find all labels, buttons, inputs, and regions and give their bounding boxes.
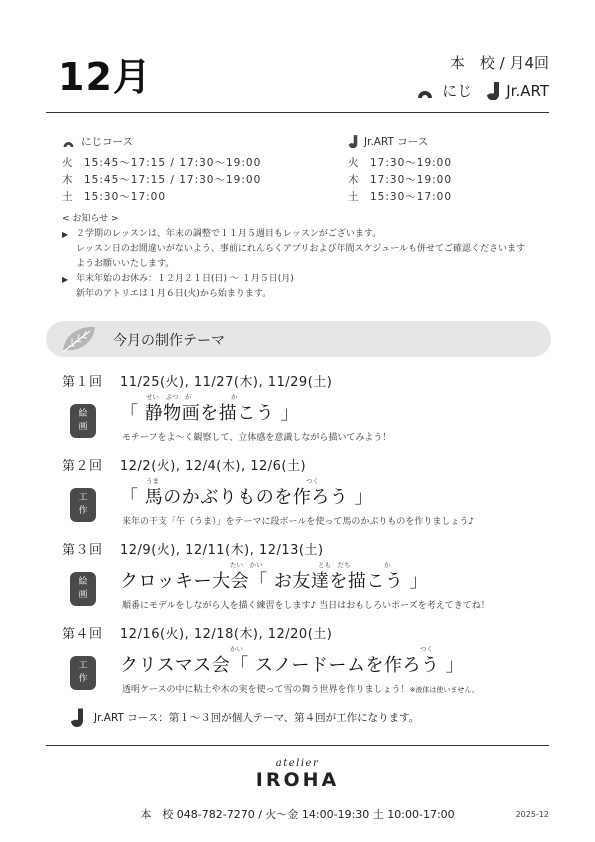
ruby: たい かい (230, 561, 263, 569)
niji-label: にじ (442, 82, 473, 100)
month-title: 12月 (58, 55, 152, 99)
schedule-row: 土 15:30〜17:00 (62, 191, 167, 203)
session-description: 順番にモデルをしながら人を描く練習をします♪ 当日はおもしろいポーズを考えてきてね！ (122, 601, 490, 611)
triangle-bullet-icon: ▶ (62, 230, 69, 239)
ruby: せい ぶつ が (146, 393, 192, 401)
drawing-badge: 絵 画 (70, 404, 96, 438)
schedule-row: 火 17:30〜19:00 (348, 157, 453, 169)
session-description: 透明ケースの中に粘土や木の実を使って雪の舞う世界を作りましょう！※液体は使いません。 (122, 685, 479, 695)
ruby: かい (230, 645, 243, 653)
triangle-bullet-icon: ▶ (62, 275, 69, 284)
ruby: か (384, 561, 391, 569)
j-icon (486, 82, 500, 100)
craft-badge: 工 作 (70, 656, 96, 690)
course-legend (416, 80, 549, 101)
rainbow-icon (62, 137, 75, 147)
theme-title: 今月の制作テーマ (113, 333, 225, 349)
session-dates: 第２回 12/2(火), 12/4(木), 12/6(土) (62, 459, 307, 474)
session-description: 来年の干支「午（うま）」をテーマに段ボールを使って馬のかぶりものを作りましょう♪ (122, 517, 475, 527)
rainbow-icon (416, 84, 434, 98)
ruby: つく (420, 645, 433, 653)
branch-info: 本 校 / 月4回 (449, 54, 549, 72)
schedule-row: 土 15:30〜17:00 (348, 191, 453, 203)
niji-schedule (62, 134, 261, 206)
notice-section (62, 212, 525, 302)
session-theme: 「 馬のかぶりものを作ろう 」 (120, 487, 373, 508)
issue-number: 2025-12 (515, 810, 549, 819)
jr-schedule (348, 134, 452, 206)
session-theme: クリスマス会「 スノードームを作ろう 」 (120, 655, 465, 676)
schedule-row: 木 17:30〜19:00 (348, 174, 453, 186)
footer-divider (46, 745, 549, 746)
niji-schedule-title: にじコース (62, 134, 261, 149)
jr-course-note: Jr.ART コース：第１〜３回が個人テーマ、第４回が工作になります。 (70, 708, 419, 727)
logo-iroha: IROHA (255, 769, 340, 791)
session-theme: 「 静物画を描こう 」 (120, 403, 299, 424)
header-divider (46, 112, 549, 113)
ruby: とも だち (318, 561, 351, 569)
notice-text: ２学期のレッスンは、年末の調整で１１月５週目もレッスンがございます。 (76, 229, 382, 239)
notice-text: ようお願いいたします。 (76, 259, 175, 269)
ruby: うま (146, 477, 159, 485)
notice-text: 年末年始のお休み：１２月２１日(日) 〜 １月５日(月) (76, 274, 294, 284)
jr-label: Jr.ART (506, 81, 549, 100)
leaf-icon (60, 324, 98, 354)
session-dates: 第３回 12/9(火), 12/11(木), 12/13(土) (62, 543, 324, 558)
notice-text: 新年のアトリエは１月６日(火)から始まります。 (76, 289, 272, 299)
notice-text: レッスン日のお間違いがないよう、事前にれんらくアプリおよび年間スケジュールも併せてご確認くださいます (76, 244, 526, 254)
session-description: モチーフをよ〜く観察して、立体感を意識しながら描いてみよう！ (122, 433, 392, 443)
j-icon (70, 708, 84, 727)
ruby: か (231, 393, 238, 401)
session-theme: クロッキー大会「 お友達を描こう 」 (120, 571, 429, 592)
drawing-badge: 絵 画 (70, 572, 96, 606)
schedule-row: 火 15:45〜17:15 / 17:30〜19:00 (62, 157, 262, 169)
logo-atelier: atelier (275, 758, 320, 769)
session-note: ※液体は使いません。 (409, 686, 479, 694)
session-dates: 第４回 12/16(火), 12/18(木), 12/20(土) (62, 627, 333, 642)
jr-schedule-title: Jr.ART コース (348, 134, 452, 149)
session-dates: 第１回 11/25(火), 11/27(木), 11/29(土) (62, 375, 333, 390)
contact-info: 本 校 048-782-7270 / 火〜金 14:00-19:30 土 10:00-17:00 (140, 808, 455, 821)
notice-heading: < お知らせ > (62, 214, 119, 224)
j-icon (348, 135, 358, 148)
craft-badge: 工 作 (70, 488, 96, 522)
ruby: つく (306, 477, 319, 485)
schedule-row: 木 15:45〜17:15 / 17:30〜19:00 (62, 174, 262, 186)
